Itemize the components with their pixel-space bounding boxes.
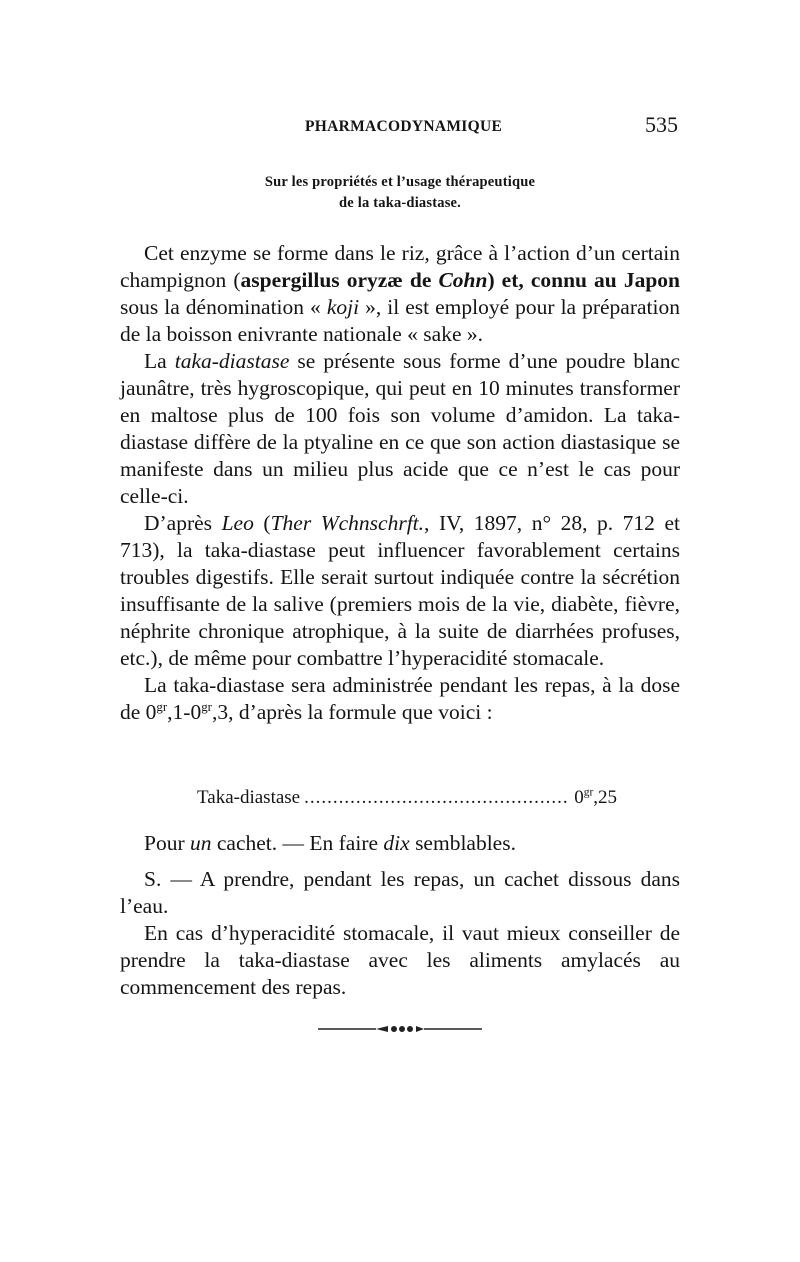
- page-number: 535: [645, 112, 678, 137]
- text-span-italic: Leo: [221, 511, 254, 535]
- paragraph-conclusion: En cas d’hyperacidité stomacale, il vaut mieux conseiller de prendre la taka-diastase avec les aliments amylacés au commencement des repas.: [120, 921, 680, 999]
- text-span: cachet. — En faire: [211, 831, 384, 855]
- paragraph-block-2: [120, 830, 680, 1001]
- text-span-bold: connu au Japon: [530, 268, 680, 292]
- section-title-line-2: de la taka-diastase.: [338, 195, 462, 211]
- section-title-line-1: Sur les propriétés et l’usage thérapeutique: [264, 174, 536, 190]
- text-span-italic: koji: [326, 295, 360, 319]
- text-span: 0: [574, 787, 584, 808]
- text-span: , IV, 1897, n° 28, p. 712 et 713), la taka-diastase peut influencer favorablement certains troubles digestifs. Elle serait surtout indiquée contre la sécrétion insuffisante de la salive (premiers mois de la vie, diabète, fièvre, néphrite chronique atrophique, à la suite de diarrhées profuses, etc.), de même pour combattre l’hyperacidité stomacale.: [120, 511, 680, 670]
- prescription-dose: [574, 787, 617, 809]
- paragraph-indications: [120, 510, 680, 672]
- prescription-line: [197, 787, 617, 809]
- text-span: ,25: [593, 787, 617, 808]
- end-ornament-icon: [318, 1022, 482, 1036]
- unit-superscript: gr: [583, 786, 594, 799]
- text-span: ,1-0: [167, 700, 202, 724]
- unit-superscript: gr: [201, 699, 212, 714]
- text-span: Cet enzyme se forme dans le riz, grâce à l’action d’un certain champignon (: [120, 241, 680, 292]
- paragraph-intro: [120, 240, 680, 348]
- text-span: sous la dénomination «: [120, 295, 327, 319]
- unit-superscript: gr: [156, 699, 168, 714]
- paragraph-block-1: [120, 240, 680, 726]
- paragraph-pour: [120, 830, 680, 857]
- text-span-bold-italic: Cohn: [438, 268, 488, 292]
- text-span: La taka-diastase sera administrée pendant les repas, à la dose de 0: [120, 673, 680, 724]
- text-span-bold: ) et,: [487, 268, 524, 292]
- text-span: se présente sous forme d’une poudre blanc jaunâtre, très hygroscopique, qui peut en 10 minutes transformer en maltose plus de 100 fois son volume d’amidon. La taka-diastase diffère de la ptyaline en ce que son action diastasique se manifeste dans un milieu plus acide que ce n’est le cas pour celle-ci.: [120, 349, 680, 508]
- paragraph-dosage: [120, 672, 680, 726]
- text-span: Pour: [144, 831, 190, 855]
- text-span-italic: un: [190, 831, 212, 855]
- paragraph-signa: S. — A prendre, pendant les repas, un cachet dissous dans l’eau.: [120, 867, 680, 918]
- running-head-title: PHARMACODYNAMIQUE: [305, 118, 503, 135]
- text-span-bold: aspergillus oryzæ de: [240, 268, 432, 292]
- prescription-ingredient: Taka-diastase: [197, 787, 301, 808]
- text-span-italic: taka-diastase: [174, 349, 290, 373]
- text-span: La: [144, 349, 175, 373]
- text-span: semblables.: [409, 831, 516, 855]
- paragraph-description: [120, 348, 680, 510]
- text-span: ,3, d’après la formule que voici :: [211, 700, 493, 724]
- text-span-italic: dix: [383, 831, 410, 855]
- text-span-italic: Ther Wchnschrft.: [270, 511, 425, 535]
- text-span: (: [253, 511, 271, 535]
- text-span: », il est employé pour la préparation de la boisson enivrante nationale « sake ».: [120, 295, 680, 346]
- text-span: D’après: [144, 511, 222, 535]
- dot-leader: [304, 787, 568, 809]
